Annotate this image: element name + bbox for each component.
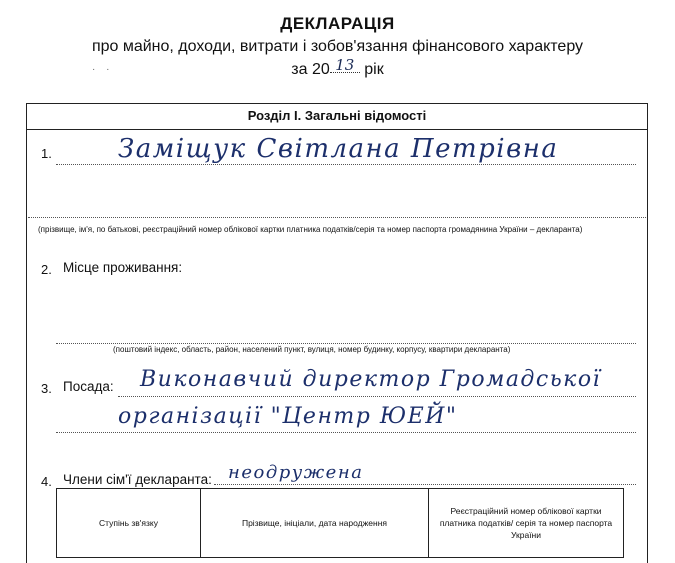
year-prefix: за 20 [291, 61, 330, 78]
item1-handwritten-name: Заміщук Світлана Петрівна [118, 134, 559, 164]
family-members-table [56, 488, 624, 558]
declaration-title: ДЕКЛАРАЦІЯ [280, 14, 395, 33]
item3-dotted-line-2 [56, 432, 636, 433]
item3-label: Посада: [63, 379, 114, 394]
item3-handwritten-line1: Виконавчий директор Громадської [140, 367, 602, 392]
year-suffix: рік [364, 61, 384, 78]
item2-number: 2. [41, 262, 52, 277]
declaration-subtitle: про майно, доходи, витрати і зобов'язання фінансового характеру [91, 38, 584, 55]
table-header-name: Прізвище, ініціали, дата народження [201, 489, 429, 557]
item1-number: 1. [41, 146, 52, 161]
item4-handwritten: неодружена [228, 462, 364, 483]
item1-dotted-line-2 [28, 217, 646, 218]
table-header-tax-id: Реєстраційний номер облікової картки платника податків/ серія та номер паспорта України [439, 506, 613, 540]
item4-label: Члени сім'ї декларанта: [63, 472, 212, 487]
item2-label: Місце проживання: [63, 260, 183, 275]
table-header-relation: Ступінь зв'язку [57, 489, 201, 557]
section-header: Розділ І. Загальні відомості [26, 103, 648, 130]
item2-dotted-line [56, 343, 636, 344]
scan-specks: · · [92, 64, 114, 75]
item4-dotted-line [214, 484, 636, 485]
item4-number: 4. [41, 474, 52, 489]
item1-note: (прізвище, ім'я, по батькові, реєстраційний номер облікової картки платника податків/серія та номер паспорта громадянина України – декларанта) [38, 225, 583, 234]
item3-number: 3. [41, 381, 52, 396]
item3-dotted-line [118, 396, 636, 397]
item2-note: (поштовий індекс, область, район, населений пункт, вулиця, номер будинку, корпусу, квартири декларанта) [113, 345, 511, 354]
year-value-handwritten: 13 [330, 58, 360, 73]
item3-handwritten-line2: організації "Центр ЮЕЙ" [118, 404, 458, 429]
item1-dotted-line [56, 164, 636, 165]
